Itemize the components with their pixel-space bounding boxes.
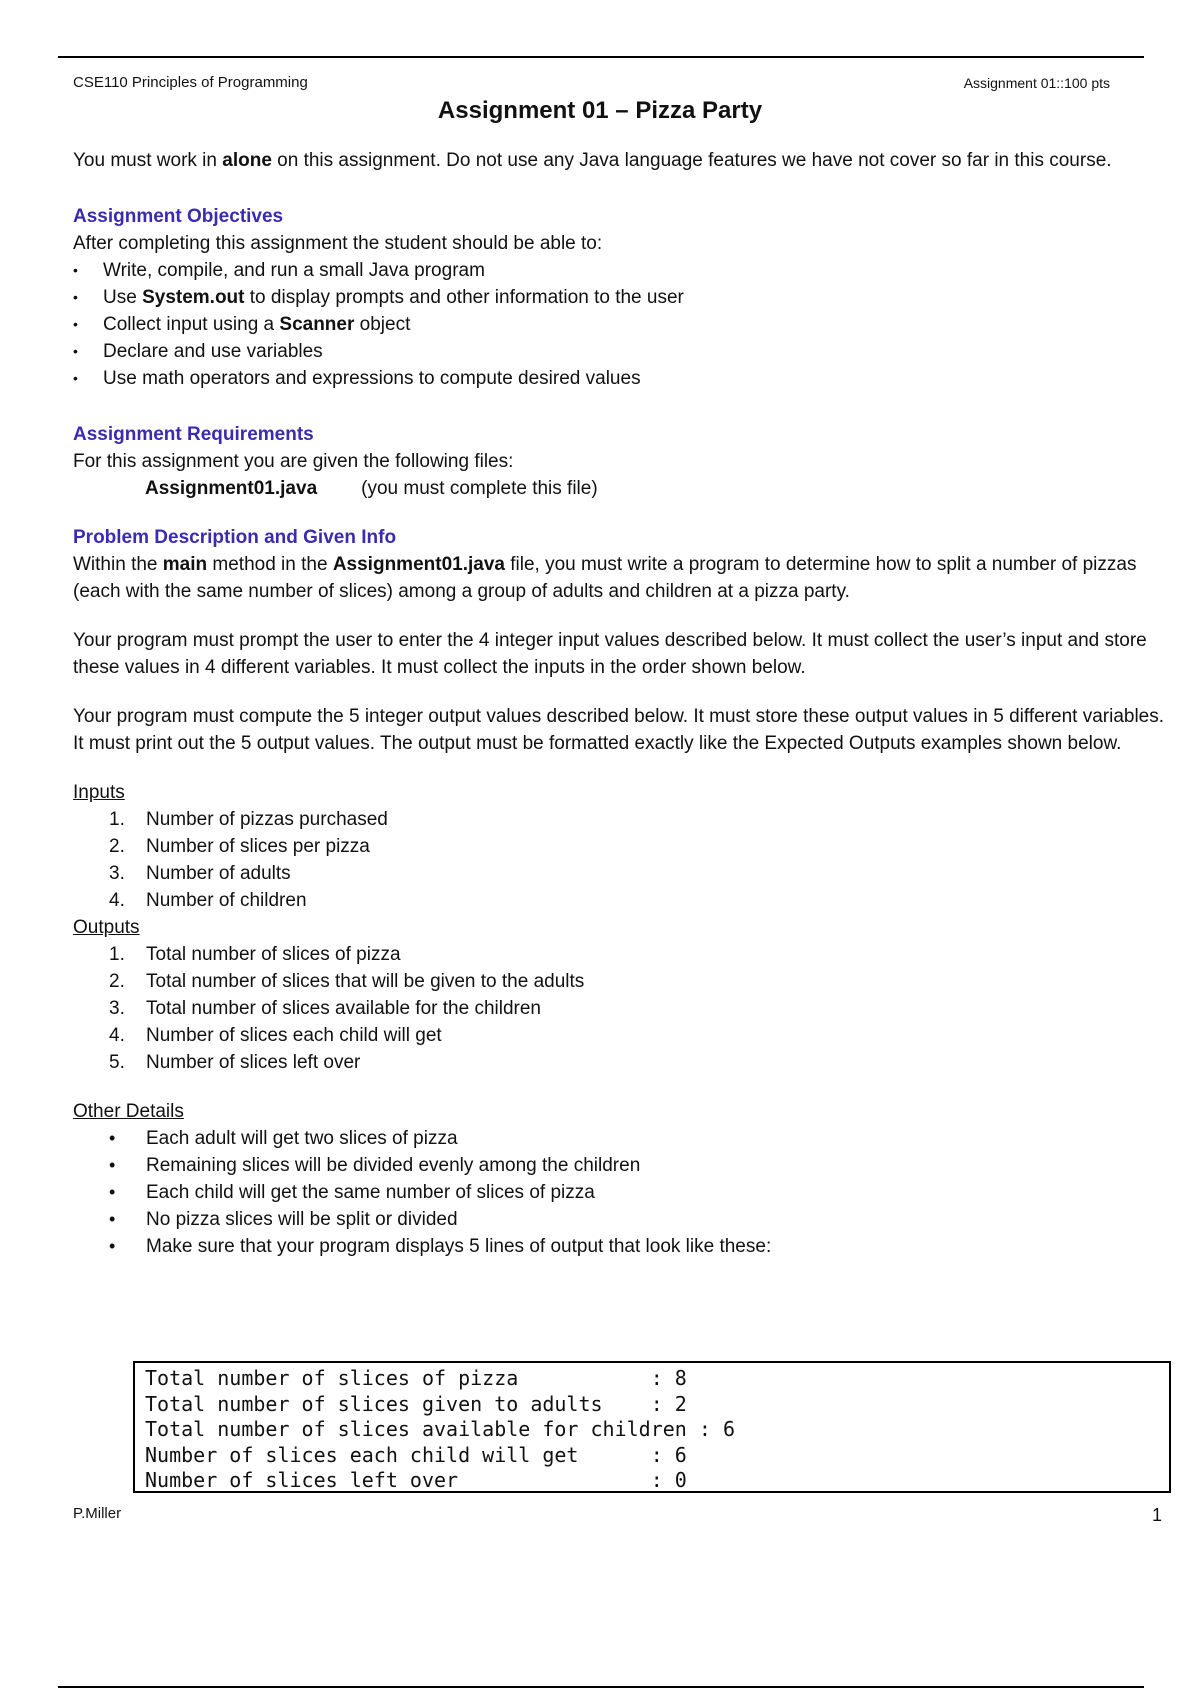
course-header: CSE110 Principles of Programming	[73, 74, 308, 91]
list-item-bold: Scanner	[279, 314, 355, 335]
list-item	[73, 806, 1173, 833]
list-item	[73, 995, 1173, 1022]
list-item-text: to display prompts and other information to the user	[244, 287, 684, 308]
list-item-text: Total number of slices of pizza	[146, 944, 401, 965]
list-item: • Each child will get the same number of slices of pizza	[73, 1179, 1173, 1206]
list-number: 1.	[109, 944, 125, 965]
problem-bold: Assignment01.java	[332, 554, 505, 575]
list-item-text: Total number of slices available for the children	[146, 998, 541, 1019]
list-item-text: object	[354, 314, 411, 335]
list-item: • Each adult will get two slices of pizza	[73, 1125, 1173, 1152]
outputs-list	[73, 941, 1173, 1076]
problem-text: method in the	[207, 554, 333, 575]
page-number: 1	[1151, 1505, 1162, 1525]
list-item-text: Number of children	[146, 890, 307, 911]
list-item-text: Number of slices each child will get	[146, 1025, 442, 1046]
output-line: Total number of slices of pizza : 8	[145, 1366, 687, 1390]
list-item-text: Use math operators and expressions to compute desired values	[103, 368, 641, 389]
given-file-name: Assignment01.java	[145, 478, 318, 499]
outputs-heading: Outputs	[73, 917, 140, 938]
list-item	[73, 338, 1173, 365]
objectives-heading: Assignment Objectives	[73, 206, 284, 227]
output-line: Total number of slices given to adults : 2	[145, 1391, 687, 1416]
problem-bold: main	[162, 554, 208, 575]
requirements-heading: Assignment Requirements	[73, 424, 314, 445]
top-rule	[58, 56, 1144, 58]
list-item	[73, 1022, 1173, 1049]
list-item	[73, 311, 1173, 338]
list-number: 4.	[109, 1025, 125, 1046]
list-item-text: Number of slices left over	[146, 1052, 361, 1073]
sample-output-box	[133, 1361, 1171, 1493]
output-line: Number of slices each child will get : 6	[145, 1442, 687, 1467]
list-number: 3.	[109, 863, 125, 884]
intro-text: You must work in	[73, 150, 223, 171]
objectives-list	[73, 257, 1173, 392]
given-file-line	[73, 475, 1173, 502]
list-item-text: Write, compile, and run a small Java program	[103, 260, 485, 281]
problem-paragraph-1	[73, 551, 1173, 605]
objectives-lead: After completing this assignment the student should be able to:	[73, 233, 603, 254]
list-item	[73, 968, 1173, 995]
list-item: • No pizza slices will be split or divided	[73, 1206, 1173, 1233]
intro-bold: alone	[222, 150, 272, 171]
document-body	[73, 147, 1173, 1260]
list-item-text: Number of adults	[146, 863, 291, 884]
list-number: 1.	[109, 809, 125, 830]
list-item-text: Number of pizzas purchased	[146, 809, 388, 830]
points-header: Assignment 01::100 pts	[963, 75, 1110, 91]
problem-heading: Problem Description and Given Info	[73, 527, 397, 548]
list-item: • Make sure that your program displays 5 lines of output that look like these:	[73, 1233, 1173, 1260]
list-item	[73, 284, 1173, 311]
details-heading: Other Details	[73, 1101, 184, 1122]
footer-author: P.Miller	[73, 1505, 122, 1522]
list-number: 4.	[109, 890, 125, 911]
problem-text: file, you must write a program to determine how to split a number of pizzas (each with the same number of slices) among a group of adults and children at a pizza party.	[73, 554, 1137, 602]
details-list	[73, 1125, 1173, 1260]
list-item	[73, 860, 1173, 887]
list-item-text: Use	[103, 287, 143, 308]
list-item	[73, 1049, 1173, 1076]
list-number: 2.	[109, 836, 125, 857]
problem-paragraph-2: Your program must prompt the user to enter the 4 integer input values described below. It must collect the user’s input and store these values in 4 different variables. It must collect the inputs in the order shown below.	[73, 630, 1147, 678]
requirements-lead: For this assignment you are given the following files:	[73, 451, 514, 472]
list-number: 5.	[109, 1052, 125, 1073]
list-item	[73, 887, 1173, 914]
inputs-heading: Inputs	[73, 782, 125, 803]
list-item: • Remaining slices will be divided evenly among the children	[73, 1152, 1173, 1179]
list-number: 2.	[109, 971, 125, 992]
intro-paragraph	[73, 147, 1173, 174]
intro-text-rest: on this assignment. Do not use any Java language features we have not cover so far in this course.	[271, 150, 1112, 171]
list-item	[73, 833, 1173, 860]
list-item	[73, 257, 1173, 284]
bottom-rule	[58, 1686, 1144, 1688]
inputs-list	[73, 806, 1173, 914]
page-title: Assignment 01 – Pizza Party	[437, 97, 763, 124]
problem-text: Within the	[73, 554, 163, 575]
output-line: Number of slices left over : 0	[145, 1468, 687, 1492]
problem-paragraph-3: Your program must compute the 5 integer output values described below. It must store these output values in 5 different variables. It must print out the 5 output values. The output must be formatted exactly like the Expected Outputs examples shown below.	[73, 706, 1165, 754]
output-line: Total number of slices available for children : 6	[145, 1417, 736, 1441]
list-item-text: Total number of slices that will be given to the adults	[146, 971, 585, 992]
list-item	[73, 941, 1173, 968]
list-item-bold: System.out	[142, 287, 245, 308]
list-item	[73, 365, 1173, 392]
list-item-text: Declare and use variables	[103, 341, 323, 362]
list-number: 3.	[109, 998, 125, 1019]
given-file-note: (you must complete this file)	[361, 478, 598, 499]
list-item-text: Collect input using a	[103, 314, 280, 335]
list-item-text: Number of slices per pizza	[146, 836, 370, 857]
